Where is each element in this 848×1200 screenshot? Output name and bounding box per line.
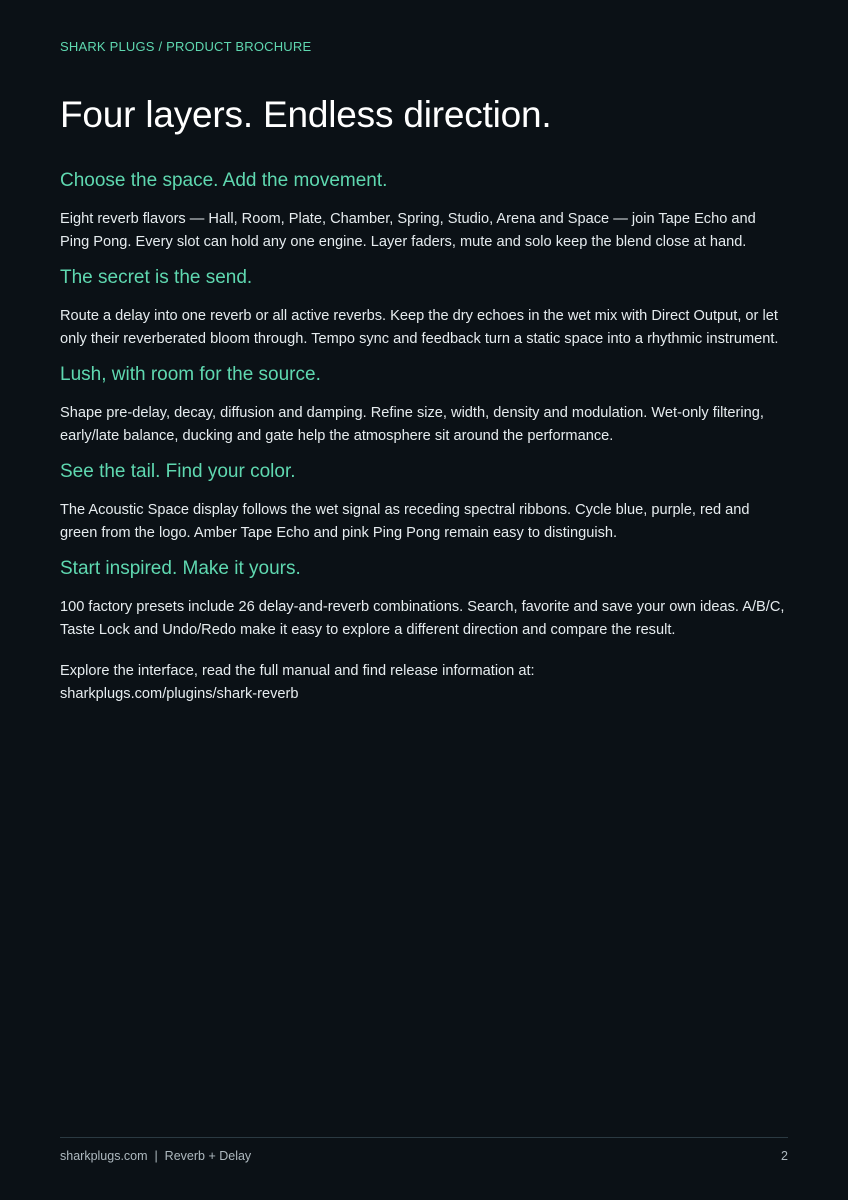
section-heading: The secret is the send. [60,267,253,288]
section-heading: See the tail. Find your color. [60,461,296,482]
section-body: Shape pre-delay, decay, diffusion and damping. Refine size, width, density and modulation. Wet-only filtering, early/late balance, ducking and gate help the atmosphere sit around the performance. [60,405,764,444]
section-heading: Start inspired. Make it yours. [60,558,301,579]
page-number: 2 [781,1149,788,1163]
section-heading: Choose the space. Add the movement. [60,170,388,191]
section-body: Route a delay into one reverb or all active reverbs. Keep the dry echoes in the wet mix with Direct Output, or let only their reverberated bloom through. Tempo sync and feedback turn a static space into a rhythmic instrument. [60,308,779,347]
footer-divider [60,1137,788,1138]
content-column [60,168,788,705]
eyebrow-label: SHARK PLUGS / PRODUCT BROCHURE [60,39,312,54]
section-send [60,265,788,350]
section-heading: Lush, with room for the source. [60,364,321,385]
page-title: Four layers. Endless direction. [60,94,552,135]
section-presets [60,556,788,641]
section-body: The Acoustic Space display follows the wet signal as receding spectral ribbons. Cycle blue, purple, red and green from the logo. Amber Tape Echo and pink Ping Pong remain easy to distinguish. [60,502,750,541]
section-body: 100 factory presets include 26 delay-and-reverb combinations. Search, favorite and save your own ideas. A/B/C, Taste Lock and Undo/Redo make it easy to explore a different direction and compare the result. [60,599,785,638]
closing-paragraph [60,660,788,705]
section-space-movement [60,168,788,253]
section-lush [60,362,788,447]
closing-text: Explore the interface, read the full manual and find release information at: [60,663,535,679]
footer-site-label: sharkplugs.com | Reverb + Delay [60,1149,252,1163]
section-tail-color [60,459,788,544]
product-url-link[interactable]: sharkplugs.com/plugins/shark-reverb [60,685,299,702]
section-body: Eight reverb flavors — Hall, Room, Plate, Chamber, Spring, Studio, Arena and Space — join Tape Echo and Ping Pong. Every slot can hold any one engine. Layer faders, mute and solo keep the blend close at hand. [60,211,756,250]
brochure-page [60,0,788,1200]
